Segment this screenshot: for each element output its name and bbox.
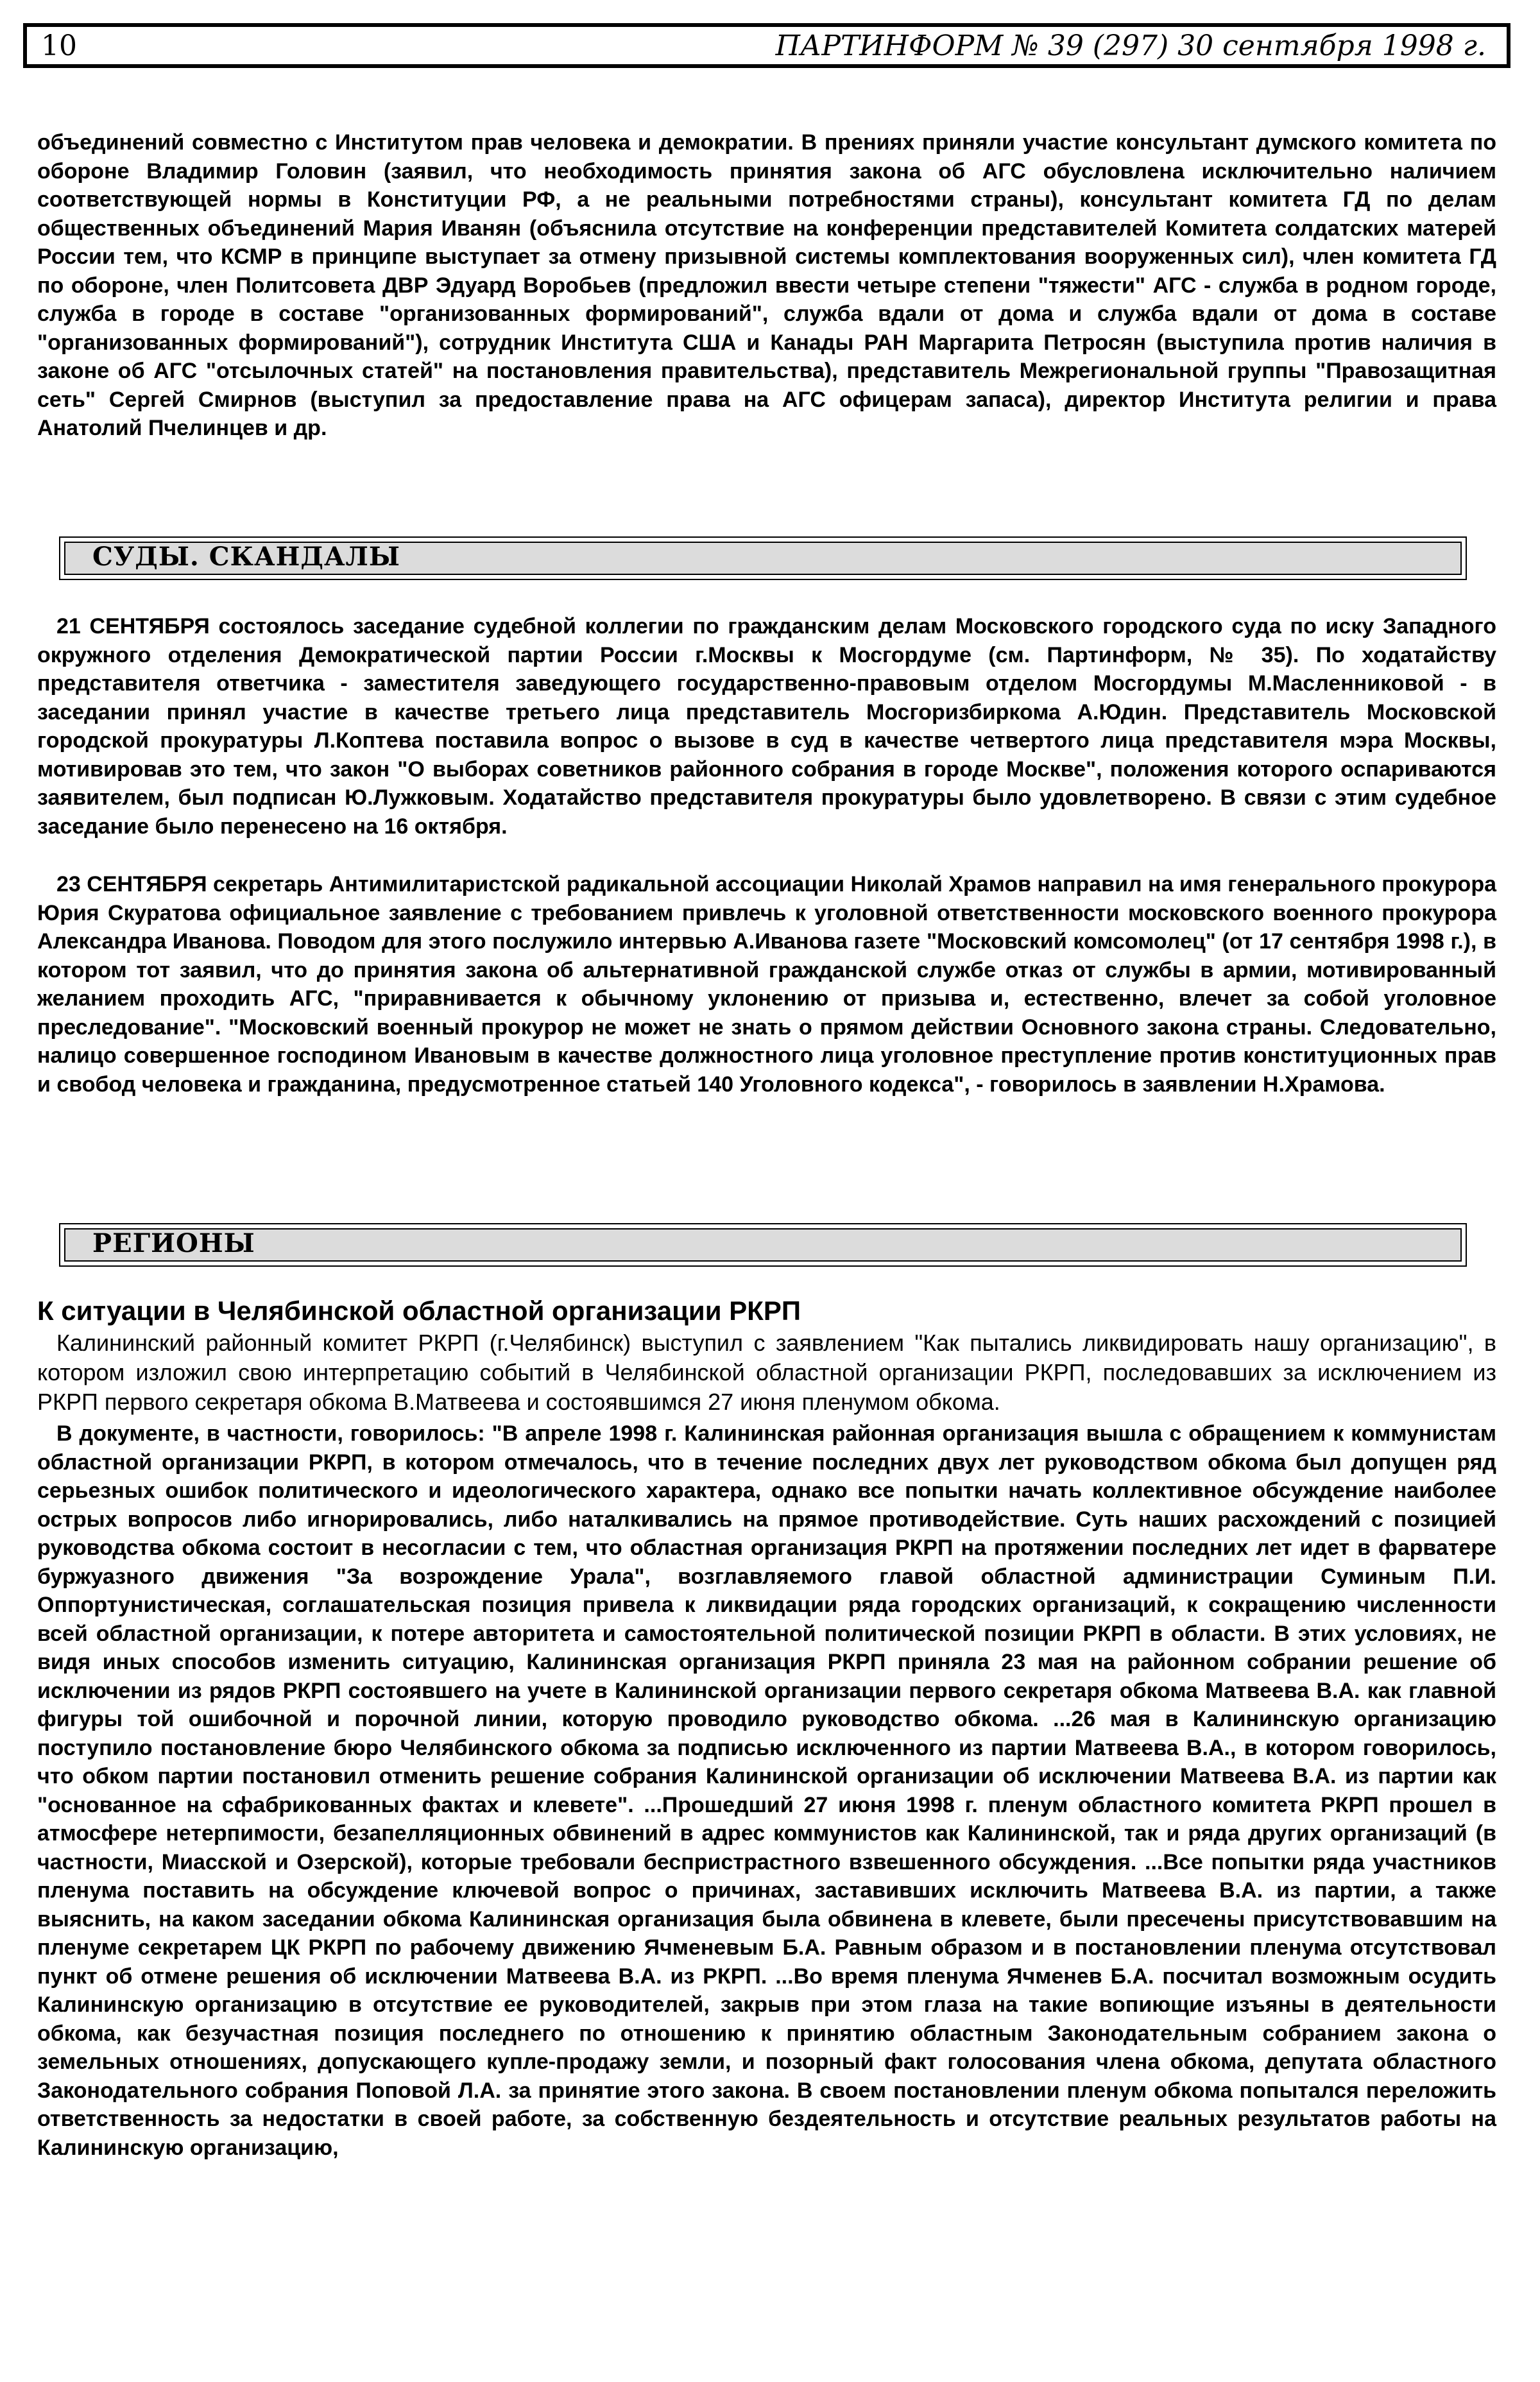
publication-title: ПАРТИНФОРМ № 39 (297) 30 сентября 1998 г.	[775, 29, 1486, 62]
section-title: СУДЫ. СКАНДАЛЫ	[92, 542, 400, 572]
section-header-courts	[59, 536, 1467, 580]
intro-paragraph: объединений совместно с Институтом прав человека и демократии. В прениях приняли участие консультант думского комитета по обороне Владимир Головин (заявил, что необходимость принятия закона об АГС обусловлена исключительно наличием соответствующей нормы в Конституции РФ, а не реальными потребностями страны), консультант комитета ГД по делам общественных объединений Мария Иванян (объяснила отсутствие на конференции представителей Комитета солдатских матерей России тем, что КСМР в принципе выступает за отмену призывной системы комплектования вооруженных сил), член комитета ГД по обороне, член Политсовета ДВР Эдуард Воробьев (предложил ввести четыре степени "тяжести" АГС - служба в родном городе, служба в городе в составе "организованных формирований", служба вдали от дома и служба вдали от дома в составе "организованных формирований"), сотрудник Института США и Канады РАН Маргарита Петросян (выступила против наличия в законе об АГС "отсылочных статей" на постановления правительства), представитель Межрегиональной группы "Правозащитная сеть" Сергей Смирнов (выступил за предоставление права на АГС офицерам запаса), директор Института религии и права Анатолий Пчелинцев и др.	[37, 130, 1496, 440]
page-header	[23, 23, 1510, 68]
article-paragraph: 21 СЕНТЯБРЯ состоялось заседание судебной коллегии по гражданским делам Московского городского суда по иску Западного окружного отделения Демократической партии России г.Москвы к Мосгордуме (см. Партинформ, № 35). По ходатайству представителя ответчика - заместителя заведующего государственно-правовым отделом Мосгордумы М.Масленниковой - в заседании принял участие в качестве третьего лица представитель Мосгоризбиркома А.Юдин. Представитель Московской городской прокуратуры Л.Коптева поставила вопрос о вызове в суд в качестве четвертого лица представителя мэра Москвы, мотивировав это тем, что закон "О выборах советников районного собрания в городе Москве", положения которого оспариваются заявителем, был подписан Ю.Лужковым. Ходатайство представителя прокуратуры было удовлетворено. В связи с этим судебное заседание было перенесено на 16 октября.	[37, 614, 1496, 839]
article-title: К ситуации в Челябинской областной организации РКРП	[37, 1296, 801, 1326]
courts-block-2	[37, 870, 1496, 1099]
section-header-regions	[59, 1223, 1467, 1267]
article-lead: Калининский районный комитет РКРП (г.Челябинск) выступил с заявлением "Как пытались ликвидировать нашу организацию", в котором изложил свою интерпретацию событий в Челябинской областной организации РКРП, последовавших за исключением из РКРП первого секретаря обкома В.Матвеева и состоявшимся 27 июня пленумом обкома.	[37, 1330, 1496, 1415]
regions-block	[37, 1294, 1496, 2162]
article-paragraph: 23 СЕНТЯБРЯ секретарь Антимилитаристской радикальной ассоциации Николай Храмов направил на имя генерального прокурора Юрия Скуратова официальное заявление с требованием привлечь к уголовной ответственности московского военного прокурора Александра Иванова. Поводом для этого послужило интервью А.Иванова газете "Московский комсомолец" (от 17 сентября 1998 г.), в котором тот заявил, что до принятия закона об альтернативной гражданской службе отказ от службы в армии, мотивированный желанием проходить АГС, "приравнивается к обычному уклонению от призыва и, естественно, влечет за собой уголовное преследование". "Московский военный прокурор не может не знать о прямом действии Основного закона страны. Следовательно, налицо совершенное господином Ивановым в качестве должностного лица уголовное преступление против конституционных прав и свобод человека и гражданина, предусмотренное статьей 140 Уголовного кодекса", - говорилось в заявлении Н.Храмова.	[37, 872, 1496, 1097]
article-body: В документе, в частности, говорилось: "В апреле 1998 г. Калининская районная организация вышла с обращением к коммунистам областной организации РКРП, в котором отмечалось, что в течение последних двух лет руководством обкома был допущен ряд серьезных ошибок политического и идеологического характера, однако все попытки начать коллективное обсуждение наиболее острых вопросов либо игнорировались, либо наталкивались на прямое противодействие. Суть наших расхождений с позицией руководства обкома состоит в несогласии с тем, что областная организация РКРП на протяжении последних лет идет в фарватере буржуазного движения "За возрождение Урала", возглавляемого главой областной администрации Суминым П.И. Оппортунистическая, соглашательская позиция привела к ликвидации ряда городских организаций, к сокращению численности всей областной организации, к потере авторитета и самостоятельной политической позиции РКРП в области. В этих условиях, не видя иных способов изменить ситуацию, Калининская организация РКРП приняла 23 мая на районном собрании решение об исключении из рядов РКРП состоявшего на учете в Калининской организации первого секретаря обкома Матвеева В.А. как главной фигуры той ошибочной и порочной линии, которую проводило руководство обкома. ...26 мая в Калининскую организацию поступило постановление бюро Челябинского обкома за подписью исключенного из партии Матвеева В.А., в котором говорилось, что обком партии постановил отменить решение собрания Калининской организации об исключении Матвеева В.А. из партии как "основанное на сфабрикованных фактах и клевете". ...Прошедший 27 июня 1998 г. пленум областного комитета РКРП прошел в атмосфере нетерпимости, безапелляционных обвинений в адрес коммунистов как Калининской, так и ряда других организаций (в частности, Миасской и Озерской), которые требовали беспристрастного взвешенного обсуждения. ...Все попытки ряда участников пленума поставить на обсуждение ключевой вопрос о причинах, заставивших исключить Матвеева В.А. из партии, а также выяснить, на каком заседании обкома Калининская организация была обвинена в клевете, были пресечены присутствовавшим на пленуме секретарем ЦК РКРП по рабочему движению Ячменевым Б.А. Равным образом и в постановлении пленума отсутствовал пункт об отмене решения об исключении Матвеева В.А. из РКРП. ...Во время пленума Ячменев Б.А. посчитал возможным осудить Калининскую организацию в отсутствие ее руководителей, закрыв при этом глаза на такие вопиющие изъяны в деятельности обкома, как безучастная позиция последнего по отношению к принятию областным Законодательным собранием закона о земельных отношениях, допускающего купле-продажу земли, и позорный факт голосования члена обкома, депутата областного Законодательного собрания Поповой Л.А. за принятие этого закона. В своем постановлении пленум обкома попытался переложить ответственность за недостатки в своей работе, за собственную бездеятельность и отсутствие реальных результатов работы на Калининскую организацию,	[37, 1421, 1496, 2160]
section-title: РЕГИОНЫ	[92, 1228, 255, 1258]
page-number: 10	[41, 29, 77, 62]
courts-block	[37, 612, 1496, 841]
intro-block	[37, 128, 1496, 443]
